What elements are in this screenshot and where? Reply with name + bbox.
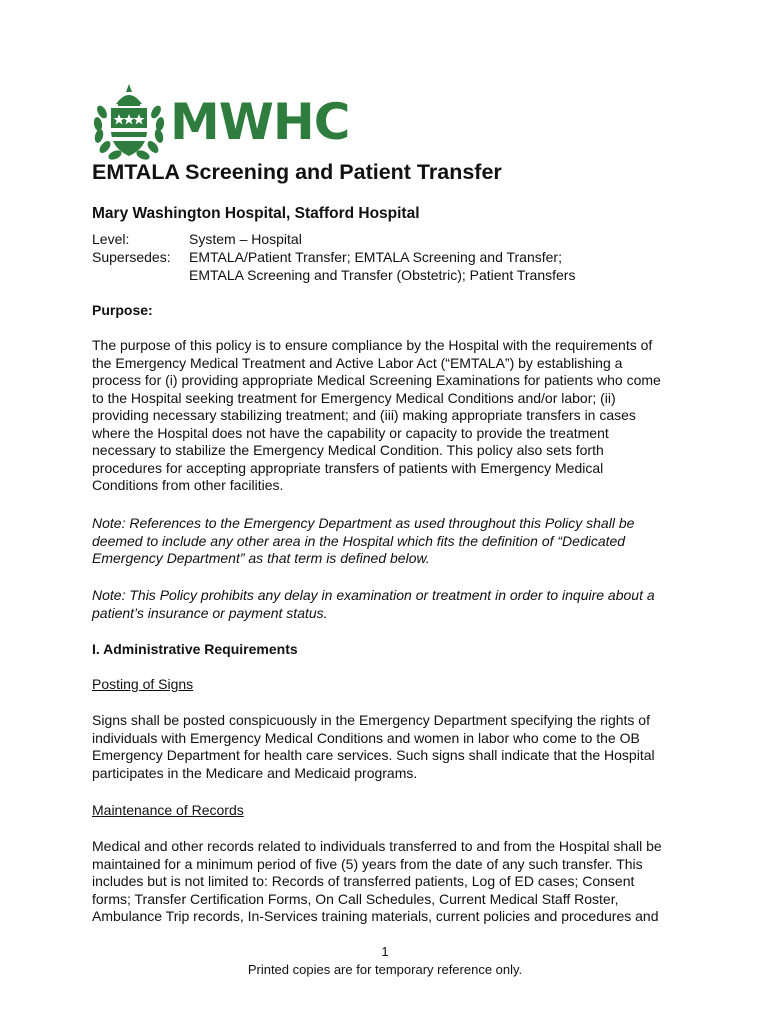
level-value: System – Hospital [189,231,302,247]
purpose-heading: Purpose: [92,302,153,318]
paragraph-line: individuals with Emergency Medical Conditions and women in labor who come to the OB [92,729,640,746]
paragraph-line: Emergency Department” as that term is defined below. [92,550,430,566]
paragraph-line: to the Hospital seeking treatment for Emergency Medical Conditions and/or labor; (ii) [92,389,616,406]
paragraph-line: Conditions from other facilities. [92,477,284,493]
logo [92,80,349,164]
subsection-heading-signs: Posting of Signs [92,676,194,692]
paragraph-line: includes but is not limited to: Records of transferred patients, Log of ED cases; Consent [92,873,635,889]
paragraph-line: participates in the Medicare and Medicaid programs. [92,764,418,781]
signs-paragraph [92,712,732,782]
records-paragraph [92,838,732,926]
page-number: 1 [381,944,389,959]
policy-meta [92,230,575,284]
page-title: EMTALA Screening and Patient Transfer [92,160,502,184]
meta-supersedes-row [92,248,575,266]
note-no-delay [92,587,732,622]
section-heading: I. Administrative Requirements [92,641,298,657]
paragraph-line: necessary to stabilize the Emergency Medical Condition. This policy also sets forth [92,442,604,458]
purpose-paragraph [92,337,732,495]
paragraph-line: Ambulance Trip records, In-Services training materials, current policies and procedures and [92,908,659,924]
subsection-heading-records: Maintenance of Records [92,802,244,818]
paragraph-line: maintained for a minimum period of five (5) years from the date of any such transfer. This [92,855,643,872]
paragraph-line: the Emergency Medical Treatment and Active Labor Act (“EMTALA”) by establishing a [92,354,623,371]
level-label: Level: [92,231,130,247]
crest-icon [92,82,166,162]
paragraph-line: Note: References to the Emergency Department as used throughout this Policy shall be [92,515,635,531]
page-subtitle: Mary Washington Hospital, Stafford Hospital [92,205,420,222]
note-emergency-department [92,515,732,568]
brand-name: MWHC [170,93,350,151]
supersedes-line: EMTALA/Patient Transfer; EMTALA Screening and Transfer; [189,249,562,265]
supersedes-label: Supersedes: [92,249,171,265]
paragraph-line: providing necessary stabilizing treatment; and (iii) making appropriate transfers in cases [92,407,636,423]
paragraph-line: The purpose of this policy is to ensure compliance by the Hospital with the requirements of [92,337,653,353]
meta-supersedes-row-2 [92,266,575,284]
paragraph-line: patient’s insurance or payment status. [92,604,328,621]
paragraph-line: Note: This Policy prohibits any delay in examination or treatment in order to inquire about a [92,587,655,603]
paragraph-line: Signs shall be posted conspicuously in the Emergency Department specifying the rights of [92,712,650,728]
paragraph-line: where the Hospital does not have the capability or capacity to provide the treatment [92,424,609,441]
footer-note: Printed copies are for temporary reference only. [247,962,523,977]
supersedes-line: EMTALA Screening and Transfer (Obstetric); Patient Transfers [189,267,576,283]
paragraph-line: deemed to include any other area in the Hospital which fits the definition of “Dedicated [92,532,626,549]
paragraph-line: Emergency Department for health care services. Such signs shall indicate that the Hospital [92,747,655,763]
paragraph-line: Medical and other records related to individuals transferred to and from the Hospital shall be [92,838,662,854]
paragraph-line: forms; Transfer Certification Forms, On Call Schedules, Current Medical Staff Roster, [92,890,619,907]
paragraph-line: procedures for accepting appropriate transfers of patients with Emergency Medical [92,459,604,476]
meta-level-row [92,230,575,248]
paragraph-line: process for (i) providing appropriate Medical Screening Examinations for patients who come [92,372,661,388]
